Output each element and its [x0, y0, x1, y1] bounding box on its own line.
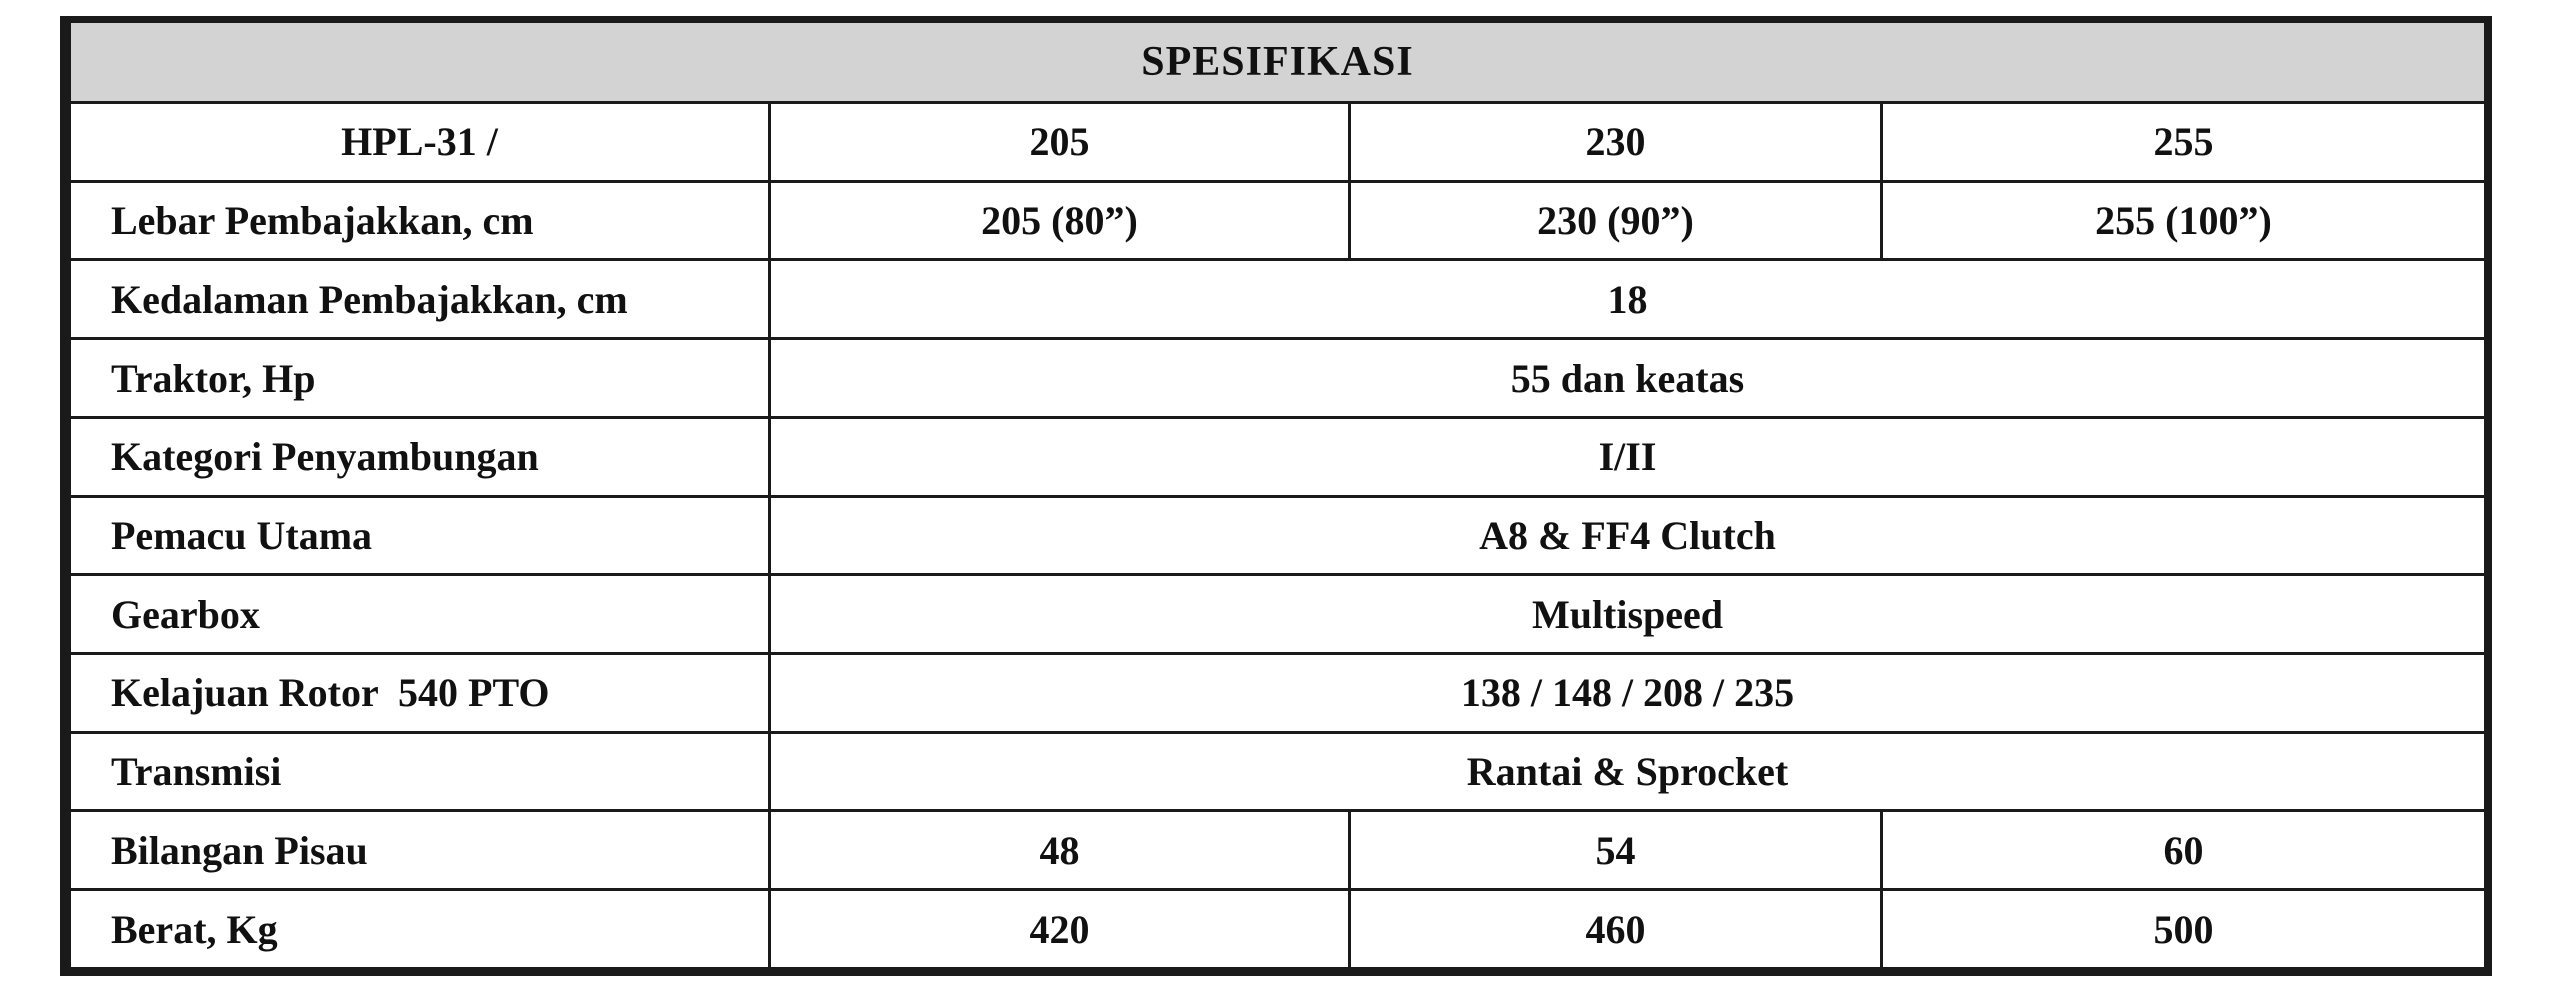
table-row: [70, 181, 2486, 260]
row-label: Lebar Pembajakkan, cm: [70, 181, 770, 260]
cell-value: 60: [1882, 811, 2486, 890]
table-title: SPESIFIKASI: [70, 22, 2486, 103]
title-row: [70, 22, 2486, 103]
cell-value-shared: Rantai & Sprocket: [770, 732, 2486, 811]
table-row: [70, 260, 2486, 339]
row-label: Traktor, Hp: [70, 339, 770, 418]
cell-value-shared: Multispeed: [770, 575, 2486, 654]
table-row: [70, 339, 2486, 418]
row-label: Berat, Kg: [70, 890, 770, 969]
cell-value-shared: I/II: [770, 417, 2486, 496]
spec-table-frame: [60, 16, 2492, 976]
cell-value-shared: 18: [770, 260, 2486, 339]
cell-value: 255 (100”): [1882, 181, 2486, 260]
cell-value: 230 (90”): [1350, 181, 1882, 260]
model-205: 205: [770, 103, 1350, 182]
cell-value-shared: 55 dan keatas: [770, 339, 2486, 418]
row-label: Kelajuan Rotor 540 PTO: [70, 654, 770, 733]
cell-value: 205 (80”): [770, 181, 1350, 260]
model-label: HPL-31 /: [70, 103, 770, 182]
table-row: [70, 890, 2486, 969]
cell-value: 500: [1882, 890, 2486, 969]
row-label: Bilangan Pisau: [70, 811, 770, 890]
cell-value: 460: [1350, 890, 1882, 969]
cell-value-shared: A8 & FF4 Clutch: [770, 496, 2486, 575]
cell-value: 48: [770, 811, 1350, 890]
table-row: [70, 811, 2486, 890]
table-row: [70, 575, 2486, 654]
row-label: Kategori Penyambungan: [70, 417, 770, 496]
row-label: Kedalaman Pembajakkan, cm: [70, 260, 770, 339]
cell-value: 420: [770, 890, 1350, 969]
spec-table: [68, 20, 2487, 970]
model-255: 255: [1882, 103, 2486, 182]
row-label: Gearbox: [70, 575, 770, 654]
table-row: [70, 417, 2486, 496]
table-row: [70, 496, 2486, 575]
model-230: 230: [1350, 103, 1882, 182]
cell-value: 54: [1350, 811, 1882, 890]
cell-value-shared: 138 / 148 / 208 / 235: [770, 654, 2486, 733]
row-label: Transmisi: [70, 732, 770, 811]
table-row: [70, 654, 2486, 733]
table-row: [70, 732, 2486, 811]
row-label: Pemacu Utama: [70, 496, 770, 575]
header-row: [70, 103, 2486, 182]
